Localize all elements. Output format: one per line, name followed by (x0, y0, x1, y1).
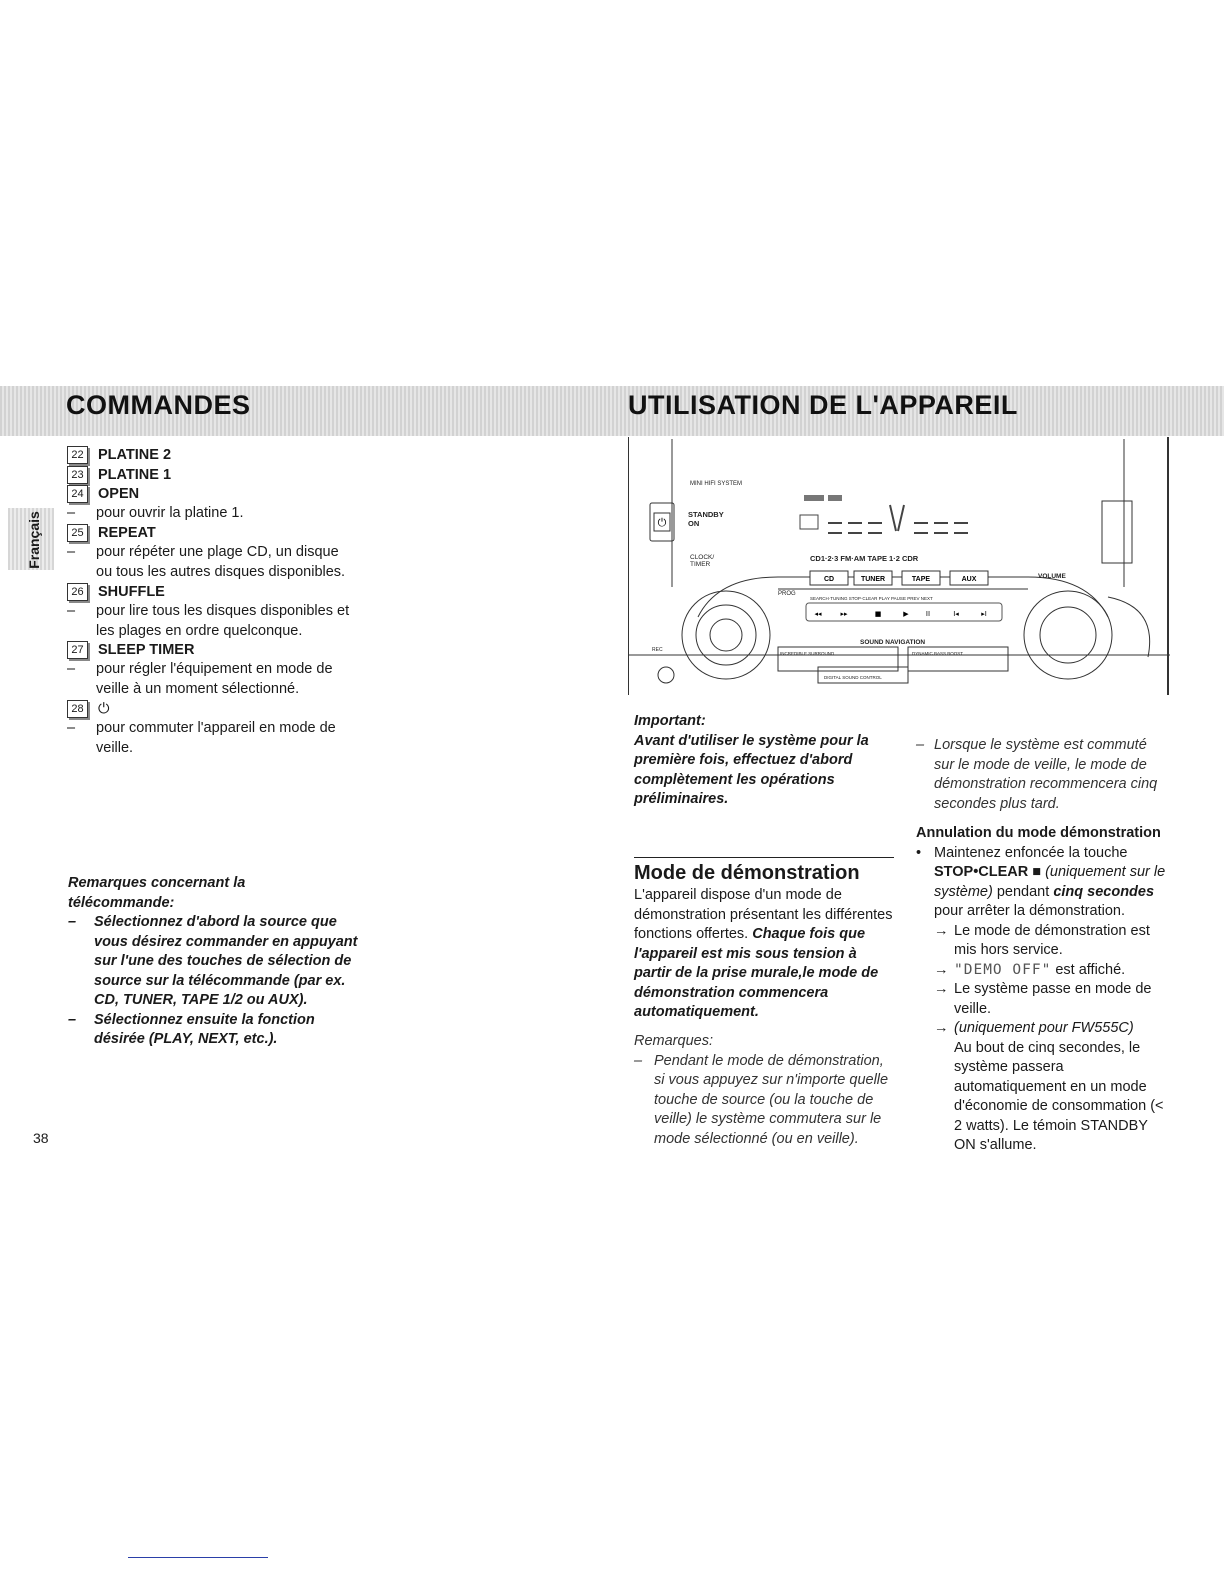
command-number: 22 (67, 446, 88, 464)
result-row: → "DEMO OFF" est affiché. (934, 961, 1126, 978)
command-label: SHUFFLE (98, 583, 165, 600)
command-label: PLATINE 1 (98, 466, 172, 483)
demo-remarks (634, 1032, 896, 1149)
command-desc: – pour commuter l'appareil en mode de veille. (67, 720, 336, 756)
standby-label: STANDBY (688, 510, 724, 519)
command-label: SLEEP TIMER (98, 641, 195, 658)
command-desc: – pour lire tous les disques disponibles et les plages en ordre quelconque. (67, 603, 350, 639)
command-number: 23 (67, 466, 88, 484)
language-label: Français (26, 511, 42, 569)
command-number: 24 (67, 485, 88, 503)
next-button: ▸I (981, 610, 987, 618)
transport-labels: SEARCH·TUNING STOP·CLEAR PLAY PAUSE PREV NEXT (810, 596, 933, 601)
incredible-surround-label: INCREDIBLE SURROUND (780, 651, 835, 656)
on-label: ON (688, 519, 700, 528)
tuner-button: TUNER (860, 576, 886, 583)
demo-intro-text: L'appareil dispose d'un mode de démonstration présentant les différentes fonctions offertes. (634, 887, 893, 942)
remarks-item: – Sélectionnez d'abord la source que vous désirez commander en appuyant sur l'une des touches de sélection de source sur la télécommande (par ex. CD, TUNER, TAPE 1/2 ou AUX). (68, 914, 358, 1008)
digital-sound-label: DIGITAL SOUND CONTROL (824, 675, 882, 680)
important-text: Avant d'utiliser le système pour la première fois, effectuez d'abord complètement les opérations préliminaires. (634, 732, 869, 807)
tape-button: TAPE (911, 576, 931, 583)
svg-text:⏻: ⏻ (657, 516, 667, 529)
language-tab (8, 508, 54, 570)
search-back-button: ◂◂ (814, 610, 822, 618)
brand-label: MINI HIFI SYSTEM (690, 481, 743, 487)
page-number: 38 (33, 1130, 49, 1146)
demo-remark-2: – Lorsque le système est commuté sur le mode de veille, le mode de démonstration recommencera cinq secondes plus tard. (916, 737, 1158, 812)
demo-remarks-label: Remarques: (634, 1033, 713, 1049)
pause-button: II (925, 610, 931, 618)
footer-rule (128, 1557, 268, 1558)
header-band (0, 386, 1224, 436)
command-label: PLATINE 2 (98, 446, 172, 463)
cancel-demo-section (916, 824, 1170, 1156)
important-note (634, 712, 874, 810)
command-label: OPEN (98, 485, 140, 502)
stop-clear-button: ■ (874, 610, 882, 618)
sources-row: CD1·2·3 FM·AM TAPE 1·2 CDR (810, 554, 919, 563)
command-item (67, 583, 165, 601)
dynamic-bass-label: DYNAMIC BASS BOOST (912, 651, 964, 656)
timer-label: TIMER (690, 561, 711, 568)
remote-remarks (68, 874, 358, 1050)
command-item (67, 446, 171, 464)
display-panel (800, 495, 968, 533)
section-title-utilisation: UTILISATION DE L'APPAREIL (628, 390, 1018, 420)
command-item (67, 700, 109, 718)
command-label: REPEAT (98, 524, 156, 541)
prev-button: I◂ (953, 610, 959, 618)
command-item (67, 485, 139, 503)
aux-button: AUX (961, 576, 977, 583)
command-number: 26 (67, 583, 88, 601)
rec-label: REC (652, 647, 663, 653)
standby-button (654, 513, 670, 531)
result-row: → Le mode de démonstration est mis hors service. (934, 922, 1150, 958)
prog-label: PROG (778, 591, 796, 597)
result-row: → (uniquement pour FW555C) Au bout de cinq secondes, le système passera automatiquement en un mode d'économie de consommation (< 2 watts). Le témoin STANDBY ON s'allume. (934, 1020, 1164, 1153)
stop-clear-key: STOP•CLEAR ■ (934, 864, 1042, 880)
command-desc: – pour régler l'équipement en mode de veille à un moment sélectionné. (67, 661, 333, 697)
command-desc: – pour répéter une plage CD, un disque ou tous les autres disques disponibles. (67, 544, 346, 580)
remarks-item: – Sélectionnez ensuite la fonction désirée (PLAY, NEXT, etc.). (68, 1011, 315, 1047)
command-number: 25 (67, 524, 88, 542)
demo-remark: – Pendant le mode de démonstration, si vous appuyez sur n'importe quelle touche de source (ou la touche de veille) le système commutera sur le mode sélectionné (ou en veille). (634, 1052, 889, 1147)
search-forward-button: ▸▸ (840, 610, 848, 618)
demo-section-title: Mode de démonstration (634, 857, 894, 885)
volume-label: VOLUME (1038, 573, 1066, 580)
device-illustration (628, 437, 1170, 695)
demo-intro-bold: Chaque fois que l'appareil est mis sous tension à partir de la prise murale,le mode de démonstration commencera automatiquement. (634, 926, 879, 1020)
command-number: 28 (67, 700, 88, 718)
cancel-step: • Maintenez enfoncée la touche STOP•CLEAR ■ (uniquement sur le système) pendant cinq secondes pour arrêter la démonstration. → Le mode de démonstration est mis hors service. → "DEMO OFF" est affiché. → Le système passe en mode de veille. → (uniquement pour FW555C) Au bout de cinq secondes, le système passera automatiquement en un mode d'économie de consommation (< 2 watts). Le témoin STANDBY ON s'allume. (916, 844, 1170, 1156)
power-icon: ⏻ (98, 700, 110, 717)
section-title-commandes: COMMANDES (66, 390, 251, 420)
demo-intro (634, 886, 896, 1023)
remarks-title: Remarques concernant la télécommande: (68, 875, 246, 911)
clock-label: CLOCK/ (690, 554, 715, 561)
command-item (67, 641, 194, 659)
play-button: ▶ (903, 610, 909, 618)
result-row: → Le système passe en mode de veille. (934, 981, 1152, 1017)
important-label: Important: (634, 713, 706, 729)
command-item (67, 466, 171, 484)
sound-navigation-label: SOUND NAVIGATION (860, 639, 926, 646)
command-desc: – pour ouvrir la platine 1. (67, 505, 244, 521)
cancel-title: Annulation du mode démonstration (916, 825, 1161, 841)
command-number: 27 (67, 641, 88, 659)
command-item (67, 524, 156, 542)
cd-button: CD (823, 576, 835, 583)
